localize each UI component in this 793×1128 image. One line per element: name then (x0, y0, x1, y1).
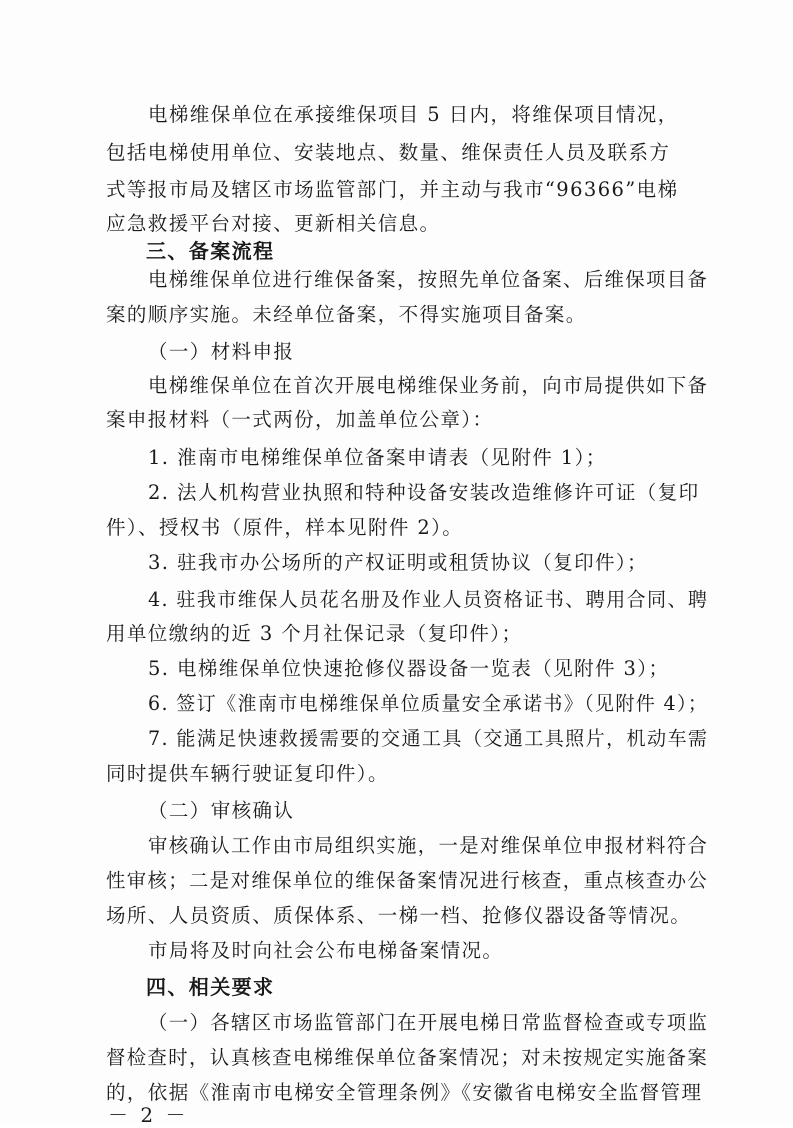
paragraph-3-line-1: 电梯维保单位在首次开展电梯维保业务前，向市局提供如下备 (148, 374, 709, 397)
paragraph-1-line-3: 式等报市局及辖区市场监管部门，并主动与我市“96366”电梯 (106, 178, 679, 201)
subheading-material-declaration: （一）材料申报 (148, 340, 295, 363)
paragraph-1-line-2: 包括电梯使用单位、安装地点、数量、维保责任人员及联系方 (106, 141, 671, 164)
list-item-1: 1. 淮南市电梯维保单位备案申请表（见附件 1）； (148, 446, 607, 469)
paragraph-5: 市局将及时向社会公布电梯备案情况。 (148, 939, 504, 962)
subheading-review-confirmation: （二）审核确认 (148, 799, 295, 822)
paragraph-2-line-2: 案的顺序实施。未经单位备案，不得实施项目备案。 (106, 303, 587, 326)
list-item-2-line-1: 2. 法人机构营业执照和特种设备安装改造维修许可证（复印 (148, 481, 700, 504)
list-item-4-line-2: 用单位缴纳的近 3 个月社保记录（复印件）； (106, 622, 523, 645)
list-item-2-line-2: 件）、授权书（原件，样本见附件 2）。 (106, 516, 464, 539)
list-item-5: 5. 电梯维保单位快速抢修仪器设备一览表（见附件 3）； (148, 657, 670, 680)
paragraph-4-line-3: 场所、人员资质、质保体系、一梯一档、抢修仪器设备等情况。 (106, 904, 692, 927)
list-item-6: 6. 签订《淮南市电梯维保单位质量安全承诺书》（见附件 4）； (148, 692, 709, 715)
list-item-3: 3. 驻我市办公场所的产权证明或租赁协议（复印件）； (148, 551, 648, 574)
paragraph-6-line-1: （一）各辖区市场监管部门在开展电梯日常监督检查或专项监 (148, 1011, 709, 1034)
page-number: － 2 － (108, 1103, 189, 1127)
list-item-4-line-1: 4. 驻我市维保人员花名册及作业人员资格证书、聘用合同、聘 (148, 588, 709, 611)
paragraph-1-line-4: 应急救援平台对接、更新相关信息。 (106, 212, 441, 235)
list-item-7-line-2: 同时提供车辆行驶证复印件）。 (106, 762, 389, 785)
paragraph-2-line-1: 电梯维保单位进行维保备案，按照先单位备案、后维保项目备 (148, 268, 709, 291)
section-heading-filing-process: 三、备案流程 (146, 239, 275, 263)
paragraph-4-line-1: 审核确认工作由市局组织实施，一是对维保单位申报材料符合 (148, 834, 709, 857)
list-item-7-line-1: 7. 能满足快速救援需要的交通工具（交通工具照片，机动车需 (148, 727, 709, 750)
section-heading-related-requirements: 四、相关要求 (146, 975, 275, 999)
paragraph-6-line-3: 的，依据《淮南市电梯安全管理条例》《安徽省电梯安全监督管理 (106, 1081, 703, 1104)
paragraph-6-line-2: 督检查时，认真核查电梯维保单位备案情况；对未按规定实施备案 (106, 1046, 709, 1069)
paragraph-4-line-2: 性审核；二是对维保单位的维保备案情况进行核查，重点核查办公 (106, 869, 709, 892)
paragraph-3-line-2: 案申报材料（一式两份，加盖单位公章）： (106, 408, 494, 431)
paragraph-1-line-1: 电梯维保单位在承接维保项目 5 日内，将维保项目情况， (148, 103, 679, 126)
